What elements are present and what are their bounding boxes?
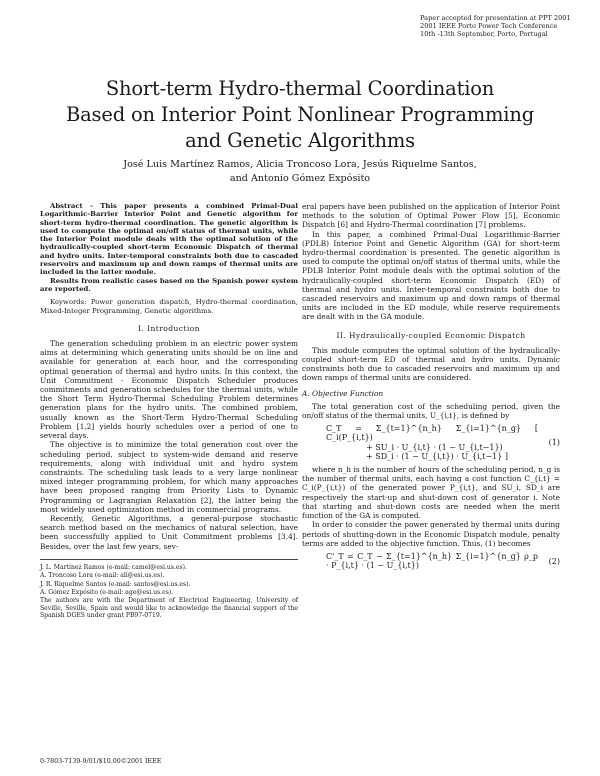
header-line: 10th -13th September, Porto, Portugal [420, 30, 548, 38]
paragraph: The generation scheduling problem in an electric power system aims at determining which generating units should be on line and available for generation at each hour, and the corresponding optimal generation of thermal and hydro units. In this context, the Unit Commitment - Economic Dispatch Scheduler produces commitments and generation schedules for the thermal units, while the Short Term Hydro-Thermal Scheduling Problem determines generation plans for the hydro units. The combined problem, usually known as the Short-Term Hydro-Thermal Scheduling Problem [1,2] yields hourly schedules over a period of one to several days. [40, 339, 298, 441]
header-line: Paper accepted for presentation at PPT 2001 [420, 14, 571, 22]
right-column [302, 202, 560, 574]
authors-line: José Luis Martínez Ramos, Alicia Troncoso Lora, Jesús Riquelme Santos, [123, 159, 477, 170]
conference-header [420, 14, 590, 38]
title-line: and Genetic Algorithms [185, 129, 415, 152]
footnote: J. L. Martínez Ramos (e-mail: camel@esi.us.es). [40, 563, 187, 571]
authors-line: and Antonio Gómez Expósito [229, 173, 371, 184]
abstract: Abstract - This paper presents a combined Primal-Dual Logarithmic-Barrier Interior Point and Genetic algorithm for short-term hydro-thermal coordination. The genetic algorithm is used to compute the optimal on/off status of thermal units, while the Interior Point module deals with the optimal solution of the hydraulically-coupled short-term Economic Dispatch of thermal and hydro units. Inter-temporal constraints both due to cascaded reservoirs and maximum up and down ramps of thermal units are included in the latter module. [40, 202, 298, 277]
equation-line: C_T = Σ_{t=1}^{n_h} Σ_{i=1}^{n_g} [ C_i(P_{i,t}) [326, 424, 538, 443]
footnote: A. Troncoso Lora (e-mail: ali@esi.us.es). [40, 572, 165, 580]
equation-line: C'_T = C_T − Σ_{t=1}^{n_h} Σ_{i=1}^{n_g} ρ_p · P_{i,t} · (1 − U_{i,t}) [326, 551, 538, 571]
header-line: 2001 IEEE Porto Power Tech Conference [420, 22, 558, 30]
paragraph: Recently, Genetic Algorithms, a general-purpose stochastic search method based on the mechanics of natural selection, have been successfully applied to Unit Commitment problems [3,4]. Besides, over the last few years, sev- [40, 513, 298, 551]
section-heading: II. Hydraulically-coupled Economic Dispatch [336, 330, 526, 340]
paragraph: where n_h is the number of hours of the scheduling period, n_g is the number of thermal units, each having a cost function C_{i,t} = C_i(P_{i,t}) of the generated power P_{i,t}, and SU_i, SD_i are respectively the start-up and shut-down cost of generator i. Note that starting and shut-down costs are needed when the merit function of the GA is computed. [302, 465, 560, 521]
subsection-heading: A. Objective Function [302, 388, 384, 398]
equation-2 [302, 552, 560, 570]
abstract-results: Results from realistic cases based on the Spanish power system are reported. [40, 276, 298, 293]
title-line: Based on Interior Point Nonlinear Programming [66, 103, 534, 126]
paragraph: The total generation cost of the scheduling period, given the on/off status of the thermal units, U_{i,t}, is defined by [302, 401, 560, 421]
author-list [0, 158, 600, 186]
paragraph: In this paper, a combined Primal-Dual Logarithmic-Barrier (PDLB) Interior Point and Genetic Algorithm (GA) for short-term hydro-thermal coordination is presented. The genetic algorithm is used to compute the optimal on/off status of thermal units, while the PDLB Interior Point module deals with the optimal solution of the hydraulically-coupled short-term Economic Dispatch (ED) of thermal and hydro units. Inter-temporal constraints both due to cascaded reservoirs and maximum up and down ramps of thermal units are included in the ED module, while reserve requirements are dealt with in the GA module. [302, 229, 560, 322]
paragraph: eral papers have been published on the application of Interior Point methods to the solution of Optimal Power Flow [5], Economic Dispatch [6] and Hydro-Thermal coordination [7] problems. [302, 202, 560, 230]
equation-number: (2) [548, 556, 560, 566]
copyright-notice: 0-7803-7139-9/01/$10.00©2001 IEEE [40, 758, 162, 765]
footnotes [40, 559, 298, 620]
paragraph: The objective is to minimize the total generation cost over the scheduling period, subject to system-wide demand and reserve requirements, along with individual unit and hydro system constraints. The scheduling task leads to a very large nonlinear mixed integer programming problem, for which many approaches have been proposed ranging from Priority Lists to Dynamic Programming or Lagrangian Relaxation [2], the latter being the most widely used optimization method in commercial programs. [40, 440, 298, 514]
paper-title [0, 76, 600, 154]
footnote: J. R. Riquelme Santos (e-mail: santos@esi.us.es). [40, 580, 191, 588]
footnote: A. Gómez Expósito (e-mail: age@esi.us.es). [40, 588, 174, 596]
equation-number: (1) [548, 438, 560, 448]
left-column [40, 202, 298, 621]
section-heading: I. Introduction [138, 323, 200, 333]
keywords: Keywords: Power generation dispatch, Hydro-thermal coordination, Mixed-Integer Programming, Genetic algorithms. [40, 298, 298, 315]
equation-line: + SU_i · U_{i,t} · (1 − U_{i,t−1}) [366, 442, 503, 452]
paragraph: In order to consider the power generated by thermal units during periods of shutting-down in the Economic Dispatch module, penalty terms are added to the objective function. Thus, (1) becomes [302, 520, 560, 548]
equation-line: + SD_i · (1 − U_{i,t}) · U_{i,t−1} ] [366, 451, 509, 461]
equation-1 [302, 424, 560, 461]
paragraph: This module computes the optimal solution of the hydraulically-coupled short-term ED of thermal and hydro units. Dynamic constraints both due to cascaded reservoirs and maximum up and down ramps of thermal units are considered. [302, 345, 560, 383]
footnote: The authors are with the Department of Electrical Engineering, University of Seville, Seville, Spain and would like to acknowledge the financial support of the Spanish DGES under grant PB97-0719. [40, 597, 298, 620]
title-line: Short-term Hydro-thermal Coordination [105, 77, 495, 100]
